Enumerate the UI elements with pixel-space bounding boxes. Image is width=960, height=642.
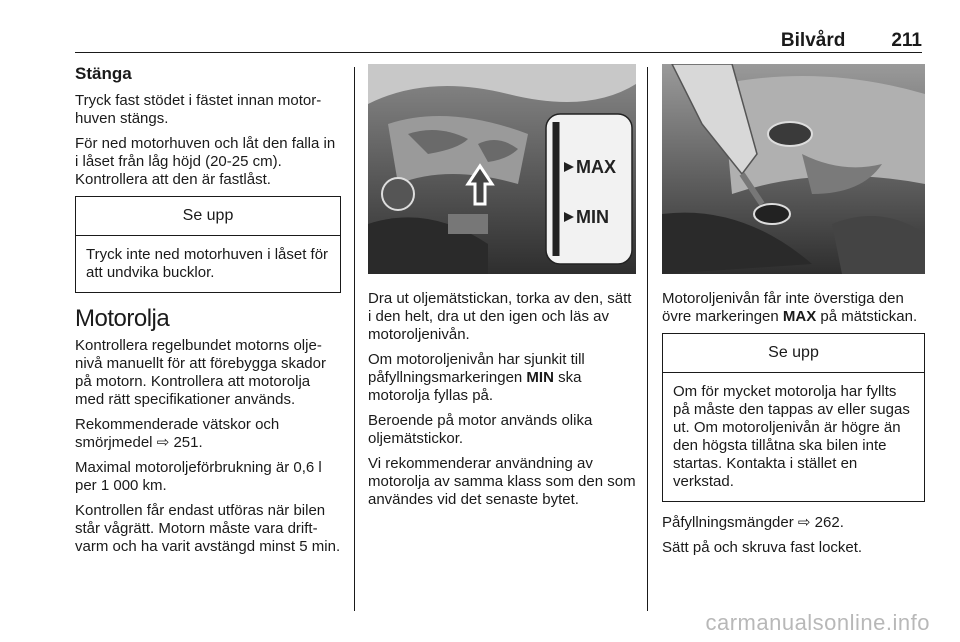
column-1 — [75, 64, 341, 563]
column-3 — [662, 64, 925, 564]
engine-bay-illustration — [368, 64, 636, 274]
column-divider — [647, 67, 648, 611]
page-ref-icon: ⇨ — [797, 514, 811, 531]
paragraph: Rekommenderade vätskor och smörjmedel ⇨ 251. — [75, 416, 280, 451]
paragraph: För ned motorhuven och låt den falla in i låset från låg höjd (20-25 cm). Kontrollera att den är fastlåst. — [75, 135, 336, 188]
heading-engine-oil: Motorolja — [75, 305, 170, 332]
header-rule — [75, 52, 922, 53]
caution-title: Se upp — [663, 334, 924, 373]
caution-text: Om för mycket motorolja har fyllts på måste den tappas av eller sugas ut. Om motoroljenivån är högre än den högsta tillåtna ska bilen inte startas. Kontakta i stället en verkstad. — [673, 383, 910, 490]
column-divider — [354, 67, 355, 611]
paragraph: Påfyllningsmängder ⇨ 262. — [662, 514, 844, 531]
paragraph: Sätt på och skruva fast locket. — [662, 539, 863, 556]
header-title: Bilvård — [780, 30, 846, 51]
dipstick-max-label: MAX — [576, 157, 616, 177]
paragraph: Kontrollera regelbundet motorns oljenivå manuellt för att förebygga skador på motorn. Kontrollera att motorolja med rätt specifikationer används. — [75, 337, 326, 408]
column-2 — [368, 64, 636, 516]
caution-box — [662, 333, 925, 502]
page-header — [781, 30, 922, 52]
caution-box — [75, 196, 341, 293]
caution-text: Tryck inte ned motorhuven i låset för att undvika bucklor. — [86, 246, 329, 281]
oil-fill-figure — [662, 64, 925, 274]
dipstick-min-label: MIN — [576, 207, 609, 227]
paragraph: Beroende på motor används olika oljemätstickor. — [368, 412, 593, 447]
heading-close: Stänga — [75, 64, 132, 83]
watermark: carmanualsonline.info — [705, 610, 930, 635]
paragraph: Kontrollen får endast utföras när bilen står vågrätt. Motorn måste vara driftvarm och ha varit avstängd minst 5 min. — [75, 502, 341, 555]
oil-filling-illustration — [662, 64, 925, 274]
paragraph: Motoroljenivån får inte överstiga den övre markeringen MAX på mätstickan. — [662, 290, 918, 325]
page-ref-icon: ⇨ — [156, 434, 170, 451]
paragraph: Vi rekommenderar användning av motorolja av samma klass som den som användes vid det senaste bytet. — [368, 455, 636, 508]
paragraph: Tryck fast stödet i fästet innan motorhuven stängs. — [75, 92, 322, 127]
paragraph: Maximal motoroljeförbrukning är 0,6 l per 1 000 km. — [75, 459, 322, 494]
paragraph: Om motoroljenivån har sjunkit till påfyllningsmarkeringen MIN ska motorolja fyllas på. — [368, 351, 585, 404]
caution-title: Se upp — [76, 197, 340, 236]
paragraph: Dra ut oljemätstickan, torka av den, sätt i den helt, dra ut den igen och läs av motoroljenivån. — [368, 290, 632, 343]
page-number: 211 — [891, 30, 922, 51]
dipstick-figure — [368, 64, 636, 274]
oil-cap — [768, 122, 812, 146]
